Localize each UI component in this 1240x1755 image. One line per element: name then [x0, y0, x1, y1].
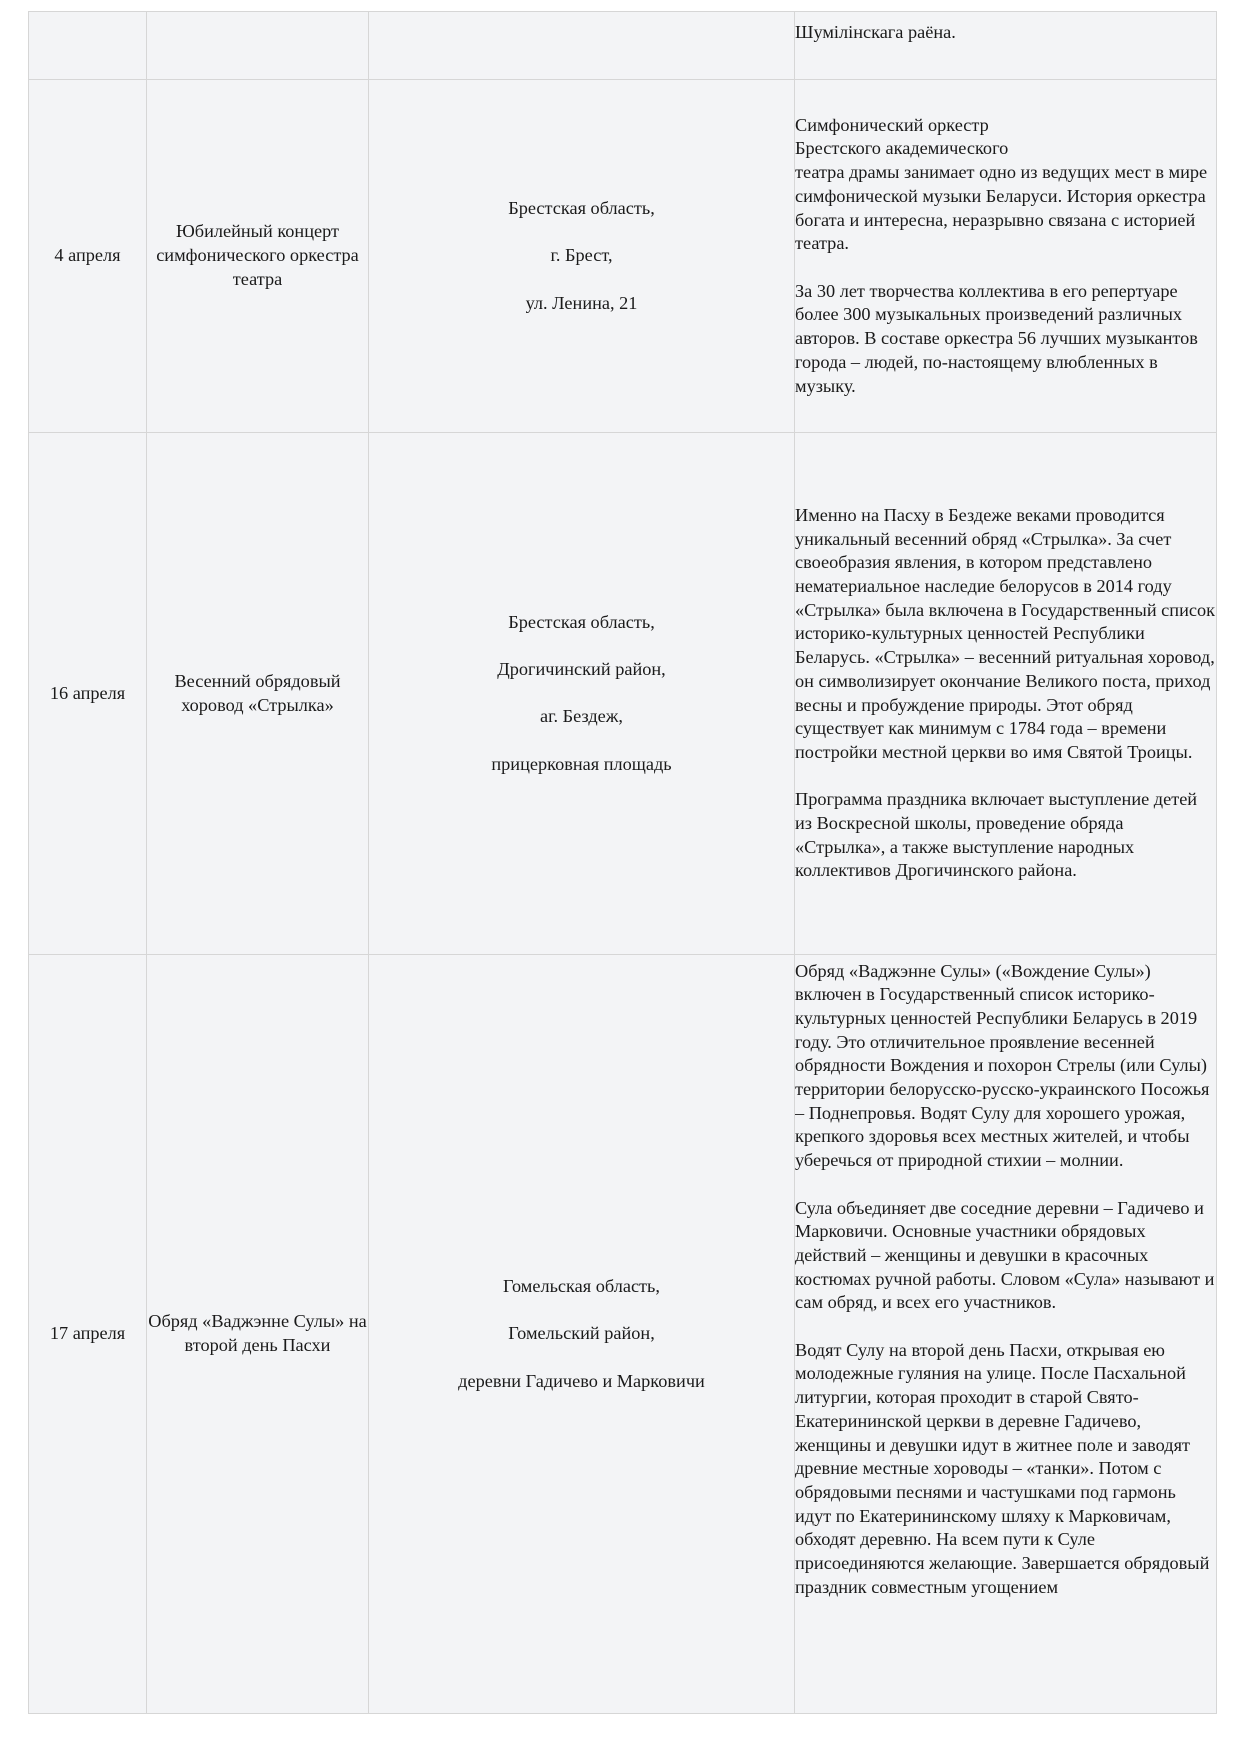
description-cell	[795, 80, 1217, 433]
description-clip	[795, 960, 1216, 1709]
place-line: Брестская область,	[508, 197, 655, 218]
date-cell: 4 апреля	[29, 80, 147, 433]
description-paragraph: Сула объединяет две соседние деревни – Гадичево и Марковичи. Основные участники обрядовых действий – женщины и девушки в красочных костюмах ручной работы. Словом «Сула» называют и сам обряд, и всех его участников.	[795, 1197, 1215, 1313]
table-row	[29, 80, 1217, 433]
description-cell	[795, 12, 1217, 80]
place-cell	[369, 80, 795, 433]
place-line: аг. Бездеж,	[539, 706, 624, 727]
place-line: г. Брест,	[550, 245, 613, 266]
description-paragraph: Программа праздника включает выступление детей из Воскресной школы, проведение обряда «Стрылка», а также выступление народных коллективов Дрогичинского района.	[795, 789, 1198, 881]
events-table	[28, 11, 1217, 1714]
place-cell	[369, 433, 795, 955]
place-line: деревни Гадичево и Марковичи	[458, 1370, 705, 1391]
place-line: Гомельская область,	[503, 1275, 660, 1296]
place-cell	[369, 955, 795, 1714]
table-row	[29, 433, 1217, 955]
place-line: Брестская область,	[508, 611, 655, 632]
description-paragraph: За 30 лет творчества коллектива в его репертуаре более 300 музыкальных произведений различных авторов. В составе оркестра 56 лучших музыкантов города – людей, по-настоящему влюбленных в музыку.	[795, 280, 1198, 396]
event-name-cell: Юбилейный концерт симфонического оркестра театра	[147, 80, 369, 433]
event-name-cell	[147, 12, 369, 80]
date-cell: 16 апреля	[29, 433, 147, 955]
description-paragraph: Симфонический оркестр Брестского академического театра драмы занимает одно из ведущих мест в мире симфонической музыки Беларуси. История оркестра богата и интересна, неразрывно связана с историей театра.	[795, 114, 1208, 254]
place-line: ул. Ленина, 21	[525, 292, 638, 313]
table-row	[29, 12, 1217, 80]
place-line: Дрогичинский район,	[497, 658, 666, 679]
description-paragraph: Именно на Пасху в Бездеже веками проводится уникальный весенний обряд «Стрылка». За счет своеобразия явления, в котором представлено нематериальное наследие белорусов в 2014 году «Стрылка» была включена в Государственный список историко-культурных ценностей Республики Беларусь. «Стрылка» – весенний ритуальная хоровод, он символизирует окончание Великого поста, приход весны и пробуждение природы. Этот обряд существует как минимум с 1784 года – времени постройки местной церкви во имя Святой Троицы.	[795, 504, 1215, 762]
table-row	[29, 955, 1217, 1714]
description-cell	[795, 955, 1217, 1714]
description-paragraph: Шумілінскага раёна.	[795, 22, 956, 42]
description-paragraph: Обряд «Ваджэнне Сулы» («Вождение Сулы») включен в Государственный список историко-культурных ценностей Республики Беларусь в 2019 году. Это отличительное проявление весенней обрядности Вождения и похорон Стрелы (или Сулы) территории белорусско-русско-украинского Посожья – Поднепровья. Водят Сулу для хорошего урожая, крепкого здоровья всех местных жителей, и чтобы уберечься от природной стихии – молнии.	[795, 960, 1210, 1171]
place-line: Гомельский район,	[508, 1323, 655, 1344]
date-cell: 17 апреля	[29, 955, 147, 1714]
place-cell	[369, 12, 795, 80]
event-name-cell: Весенний обрядовый хоровод «Стрылка»	[147, 433, 369, 955]
event-name-cell: Обряд «Ваджэнне Сулы» на второй день Пасхи	[147, 955, 369, 1714]
date-cell	[29, 12, 147, 80]
place-line: прицерковная площадь	[491, 753, 672, 774]
description-paragraph: Водят Сулу на второй день Пасхи, открывая ею молодежные гуляния на улице. После Пасхальной литургии, которая проходит в старой Свято-Екатерининской церкви в деревне Гадичево, женщины и девушки идут в житнее поле и заводят древние местные хороводы – «танки». Потом с обрядовыми песнями и частушками под гармонь идут по Екатерининскому шляху к Марковичам, обходят деревню. На всем пути к Суле присоединяются желающие. Завершается обрядовый праздник совместным угощением	[795, 1339, 1210, 1597]
description-cell	[795, 433, 1217, 955]
